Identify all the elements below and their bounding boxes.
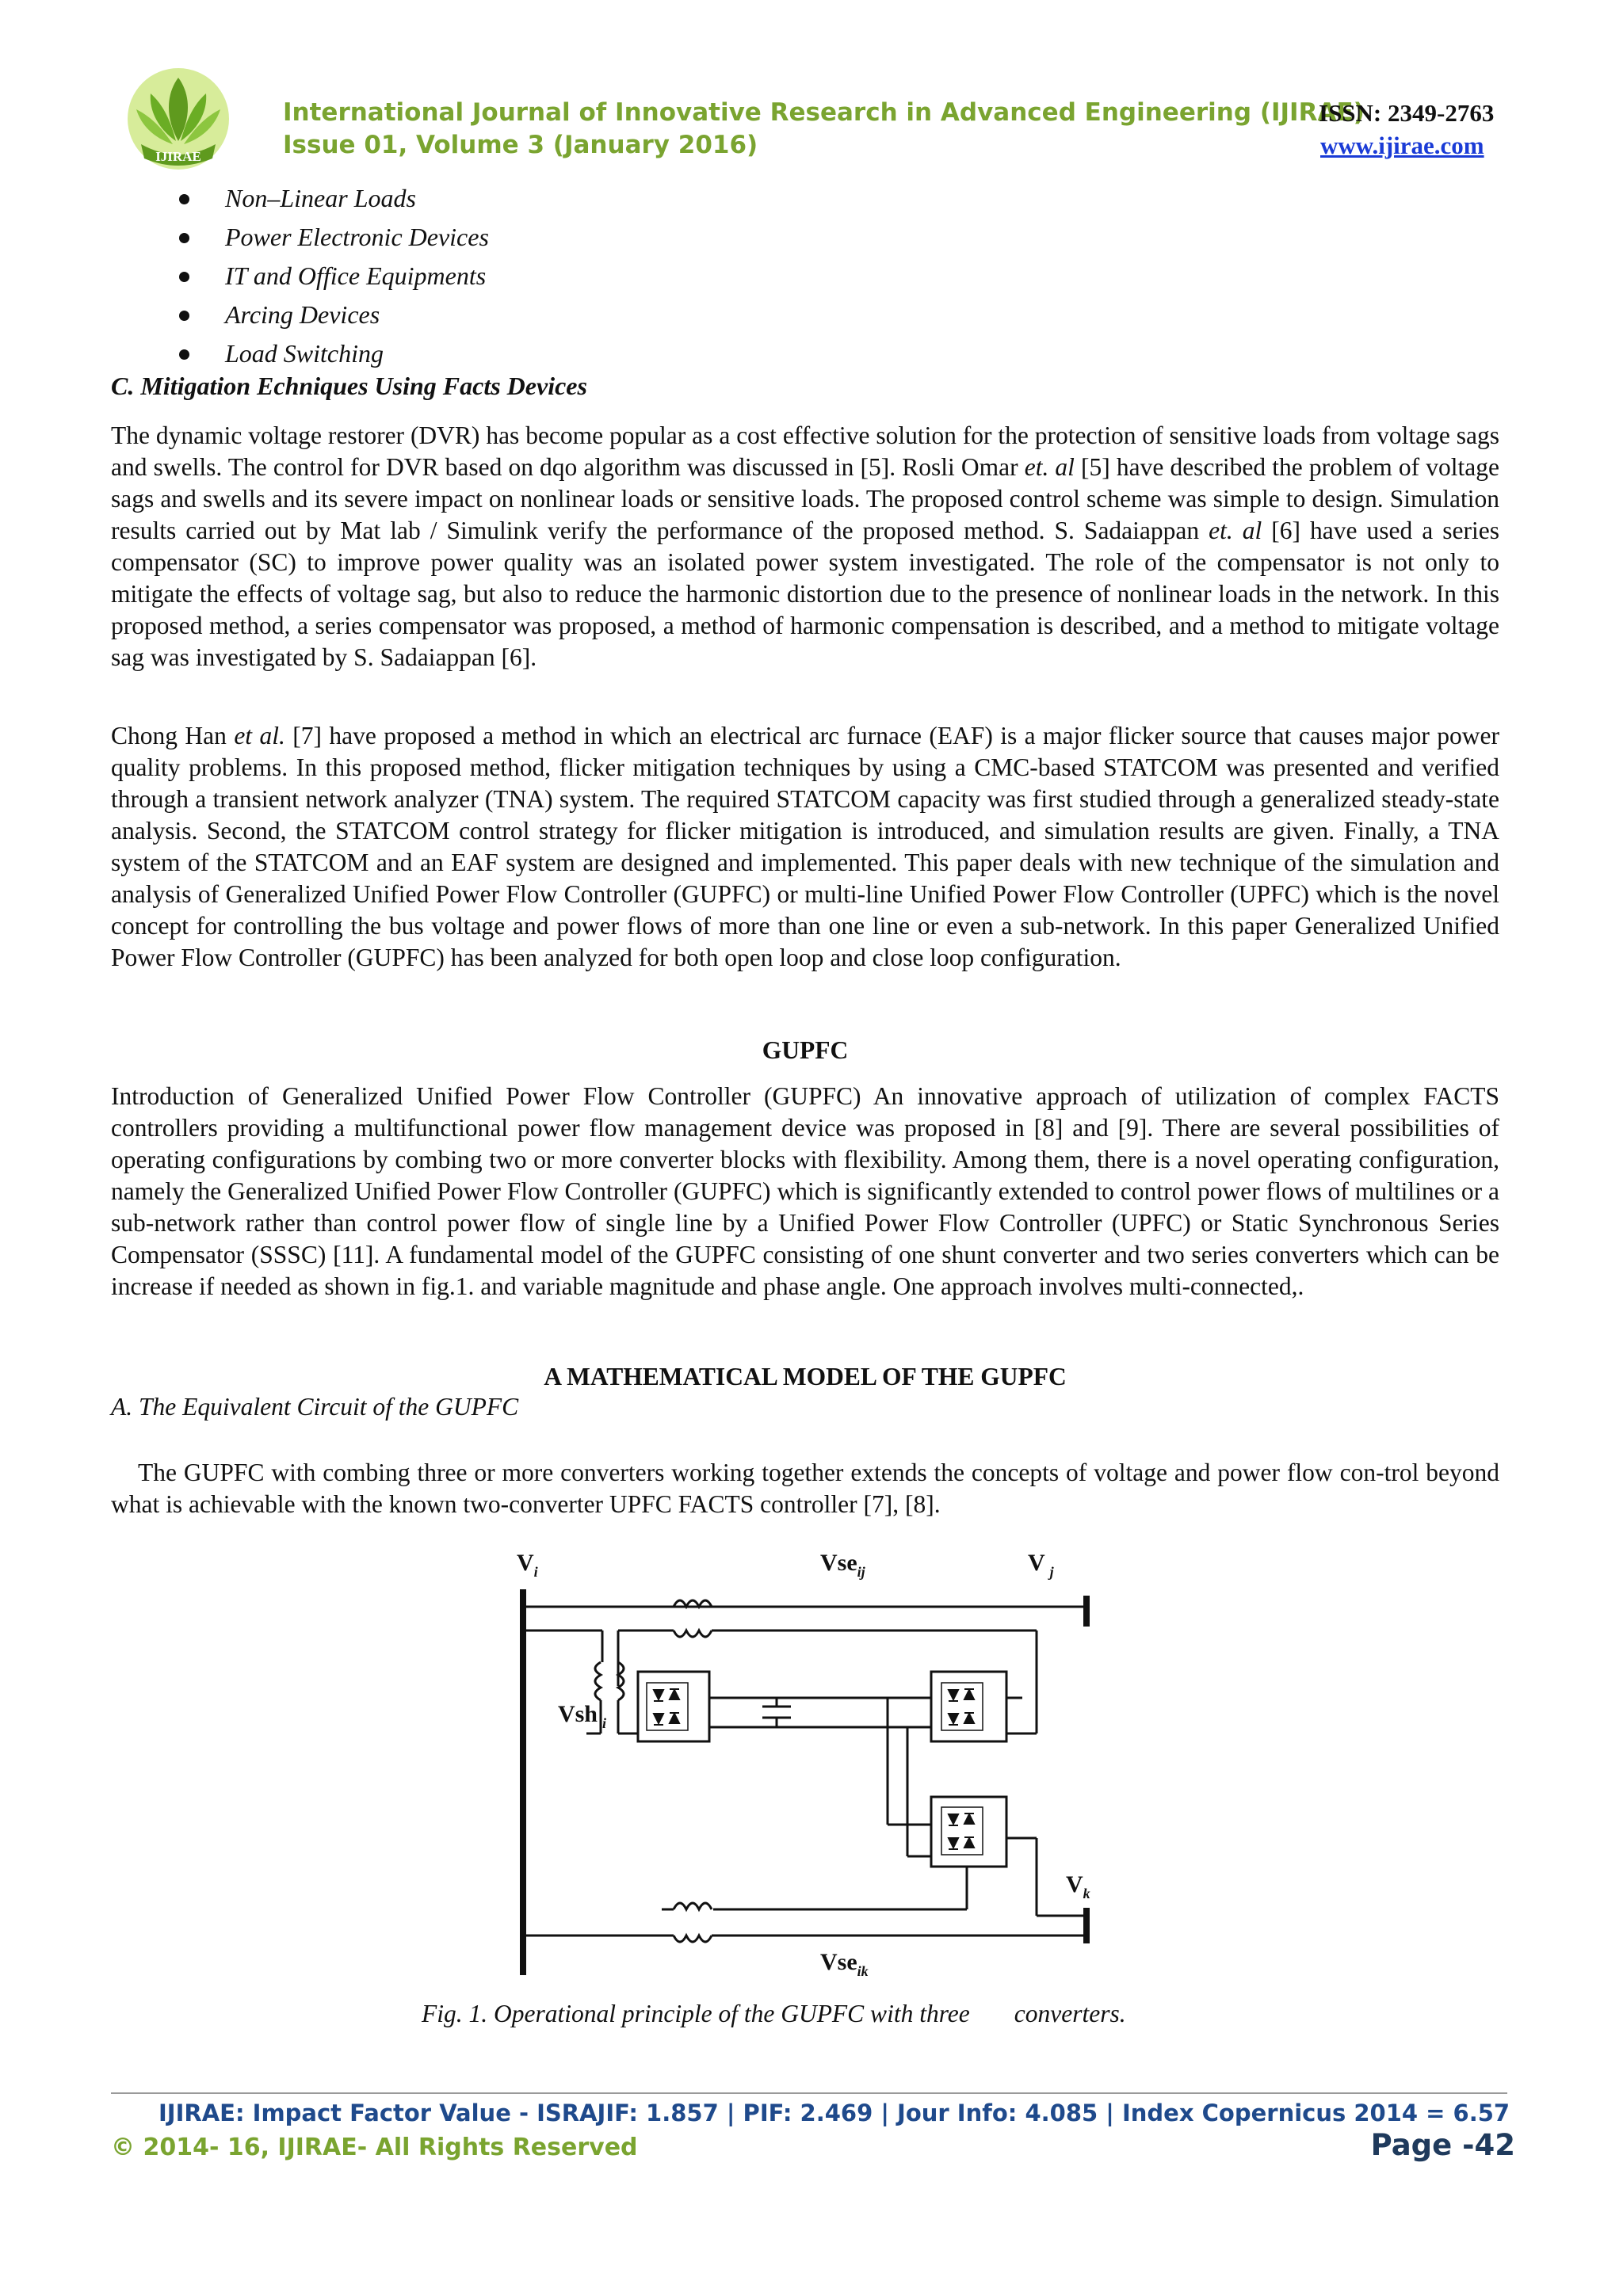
bullet-icon <box>179 311 189 321</box>
label-vsh-i: Vsh $_i$ <box>557 1701 606 1731</box>
math-model-heading: A MATHEMATICAL MODEL OF THE GUPFC <box>544 1363 1067 1390</box>
equivalent-circuit-subheading: A. The Equivalent Circuit of the GUPFC <box>111 1393 519 1421</box>
label-vse-ik: Vse$_{ik}$ <box>820 1949 869 1979</box>
paragraph-math-model: The GUPFC with combing three or more converters working together extends the concepts of voltage and power flow con-trol beyond what is achievable with the known two-converter UPFC FACTS controller [7], [8]. <box>111 1459 1499 1518</box>
gupfc-circuit-figure <box>499 1543 1117 1987</box>
figure-caption: Fig. 1. Operational principle of the GUPFC with three converters. <box>422 2000 1126 2027</box>
list-item: Power Electronic Devices <box>171 218 489 257</box>
page-number: Page -42 <box>1370 2128 1515 2162</box>
paragraph-dvr: The dynamic voltage restorer (DVR) has become popular as a cost effective solution for the protection of sensitive loads from voltage sags and swells. The control for DVR based on dqo algorithm was discussed in [5]. Rosli Omar et. al [5] have described the problem of voltage sags and swells and its severe impact on nonlinear loads or sensitive loads. The proposed control scheme was simple to design. Simulation results carried out by Mat lab / Simulink verify the performance of the proposed method. S. Sadaiappan et. al [6] have used a series compensator (SC) to improve power quality was an isolated power system investigated. The role of the compensator is not only to mitigate the effects of voltage sag, but also to reduce the harmonic distortion due to the presence of nonlinear loads in the network. In this proposed method, a series compensator was proposed, a method of harmonic compensation is described, and a method to mitigate voltage sag was investigated by S. Sadaiappan [6]. <box>111 421 1499 671</box>
label-vj: V $_j$ <box>1028 1550 1054 1580</box>
paragraph-gupfc: Introduction of Generalized Unified Power Flow Controller (GUPFC) An innovative approach of utilization of complex FACTS controllers providing a multifunctional power flow management device was proposed in [8] and [9]. There are several possibilities of operating configurations by combing two or more converter blocks with flexibility. Among them, there is a novel operating configuration, namely the Generalized Unified Power Flow Controller (GUPFC) which is significantly extended to control power flows of multilines or a sub-network rather than control power flow of single line by a Unified Power Flow Controller (UPFC) or Static Synchronous Series Compensator (SSSC) [11]. A fundamental model of the GUPFC consisting of one shunt converter and two series converters which can be increase if needed as shown in fig.1. and variable magnitude and phase angle. One approach involves multi-connected,. <box>111 1082 1499 1300</box>
journal-logo <box>119 62 238 174</box>
list-item: Non–Linear Loads <box>171 179 489 218</box>
bullet-icon <box>179 272 189 282</box>
list-item: Arcing Devices <box>171 296 489 334</box>
issn: ISSN: 2349-2763 <box>1319 99 1495 127</box>
footer-impact-factor: IJIRAE: Impact Factor Value - ISRAJIF: 1.857 | PIF: 2.469 | Jour Info: 4.085 | Index Copernicus 2014 = 6.57 <box>158 2100 1510 2126</box>
label-vk: $V_k$ <box>1066 1871 1090 1901</box>
list-item: IT and Office Equipments <box>171 257 489 296</box>
journal-title: International Journal of Innovative Research in Advanced Engineering (IJIRAE) <box>283 98 1365 127</box>
footer-divider <box>111 2092 1507 2094</box>
paragraph-statcom: Chong Han et al. [7] have proposed a method in which an electrical arc furnace (EAF) is a major flicker source that causes major power quality problems. In this proposed method, flicker mitigation techniques by using a CMC-based STATCOM was presented and verified through a transient network analyzer (TNA) system. The required STATCOM capacity was first studied through a generalized steady-state analysis. Second, the STATCOM control strategy for flicker mitigation is introduced, and simulation results are given. Finally, a TNA system of the STATCOM and an EAF system are designed and implemented. This paper deals with new technique of the simulation and analysis of Generalized Unified Power Flow Controller (GUPFC) or multi-line Unified Power Flow Controller (UPFC) which is the novel concept for controlling the bus voltage and power flows of more than one line or even a sub-network. In this paper Generalized Unified Power Flow Controller (GUPFC) has been analyzed for both open loop and close loop configuration. <box>111 722 1499 971</box>
footer-copyright: © 2014- 16, IJIRAE- All Rights Reserved <box>111 2134 638 2161</box>
bullet-icon <box>179 349 189 360</box>
section-c-heading: C. Mitigation Echniques Using Facts Devices <box>111 372 587 400</box>
website-link[interactable]: www.ijirae.com <box>1320 132 1484 159</box>
label-vi: $V_i$ <box>517 1550 538 1580</box>
logo-text: IJIRAE <box>155 149 201 164</box>
bullet-list <box>171 179 489 373</box>
journal-issue: Issue 01, Volume 3 (January 2016) <box>283 131 758 159</box>
bullet-icon <box>179 194 189 204</box>
bullet-icon <box>179 233 189 243</box>
label-vse-ij: Vse$_{ij}$ <box>820 1550 865 1580</box>
gupfc-heading: GUPFC <box>762 1036 849 1064</box>
list-item: Load Switching <box>171 334 489 373</box>
